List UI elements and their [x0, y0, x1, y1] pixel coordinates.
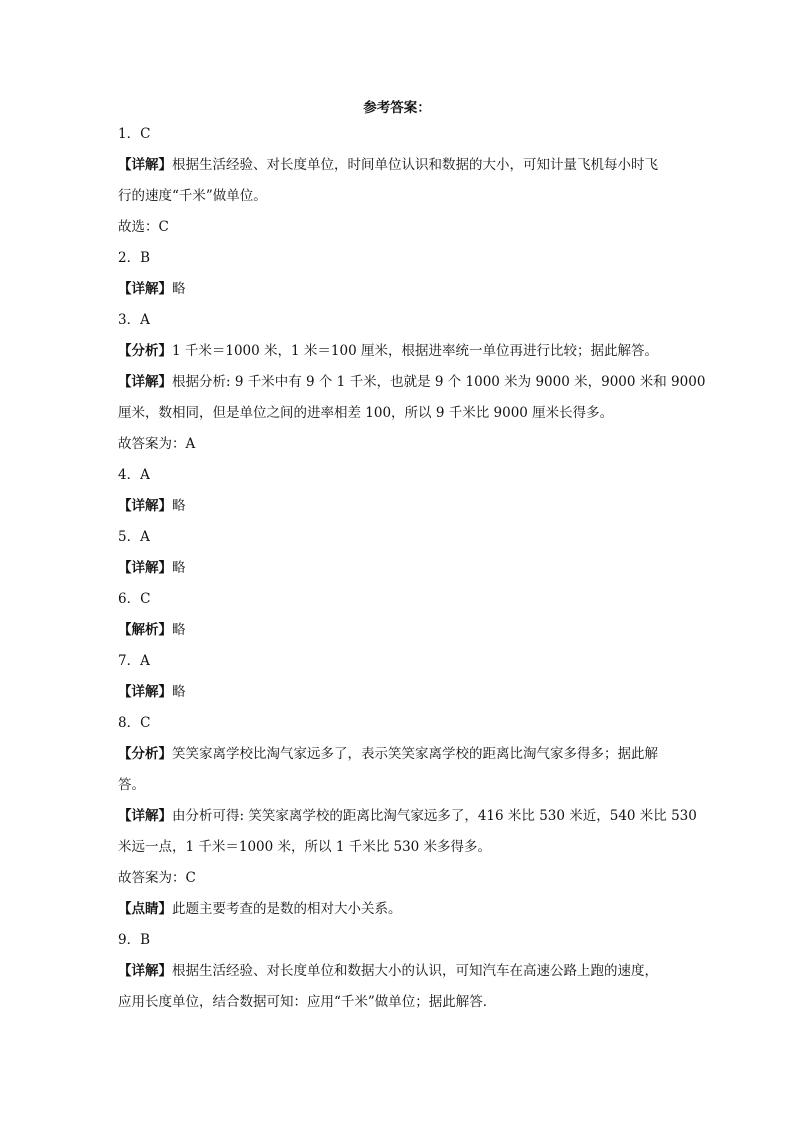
answer-text: 故选：C [118, 219, 169, 235]
answer-text: 根据生活经验、对长度单位，时间单位认识和数据的大小，可知计量飞机每小时飞 [172, 157, 658, 173]
answer-text: 由分析可得: 笑笑家离学校的距离比淘气家远多了，416 米比 530 米近，540 米比 530 [172, 808, 697, 824]
answer-line [118, 651, 678, 671]
answer-line [118, 961, 678, 981]
answer-line [118, 744, 678, 764]
page-title: 参考答案： [363, 100, 431, 116]
answer-text: 5．A [118, 529, 150, 545]
answer-text: 2．B [118, 250, 151, 266]
answer-text: 厘米，数相同，但是单位之间的进率相差 100，所以 9 千米比 9000 厘米长得多。 [118, 405, 614, 421]
answer-line [118, 837, 678, 857]
answer-text: 8．C [118, 715, 151, 731]
answer-line [118, 465, 678, 485]
answer-tag: 【详解】 [118, 157, 172, 173]
answer-line [118, 496, 678, 516]
answer-line [118, 527, 678, 547]
answer-text: 7．A [118, 653, 150, 669]
answer-line [118, 775, 678, 795]
answer-text: 3．A [118, 312, 150, 328]
answer-line [118, 434, 678, 454]
answer-line [118, 248, 678, 268]
answer-text: 1 千米＝1000 米，1 米＝100 厘米，根据进率统一单位再进行比较；据此解答。 [172, 343, 658, 359]
answer-line [118, 713, 678, 733]
answer-line [118, 620, 678, 640]
answer-text: 此题主要考查的是数的相对大小关系。 [172, 901, 402, 917]
answer-text: 根据分析: 9 千米中有 9 个 1 千米，也就是 9 个 1000 米为 9000 米，9000 米和 9000 [172, 374, 706, 390]
answer-line [118, 992, 678, 1012]
answer-tag: 【详解】 [118, 281, 172, 297]
answer-text: 应用长度单位，结合数据可知：应用“千米”做单位；据此解答． [118, 994, 497, 1010]
answer-tag: 【分析】 [118, 746, 172, 762]
answer-line [118, 279, 678, 299]
answer-text: 略 [172, 560, 186, 576]
answer-line [118, 403, 678, 423]
answer-text: 故答案为：C [118, 870, 196, 886]
answer-text: 答。 [118, 777, 145, 793]
answer-line [118, 341, 678, 361]
answer-line [118, 589, 678, 609]
answer-line [118, 124, 678, 144]
answer-text: 略 [172, 498, 186, 514]
answer-line [118, 310, 678, 330]
answer-text: 9．B [118, 932, 151, 948]
answer-text: 故答案为：A [118, 436, 196, 452]
answer-tag: 【详解】 [118, 684, 172, 700]
answer-text: 略 [172, 684, 186, 700]
answer-text: 4．A [118, 467, 150, 483]
answer-line [118, 899, 678, 919]
answer-line [118, 217, 678, 237]
answer-line [118, 558, 678, 578]
answer-text: 行的速度“千米”做单位。 [118, 188, 267, 204]
answer-tag: 【详解】 [118, 560, 172, 576]
answer-text: 略 [172, 281, 186, 297]
answer-tag: 【详解】 [118, 498, 172, 514]
answer-line [118, 155, 678, 175]
answer-tag: 【详解】 [118, 374, 172, 390]
answer-line [118, 806, 697, 826]
answer-text: 6．C [118, 591, 151, 607]
answer-text: 米远一点，1 千米＝1000 米，所以 1 千米比 530 米多得多。 [118, 839, 492, 855]
answer-line [118, 372, 706, 392]
answer-tag: 【点睛】 [118, 901, 172, 917]
answer-text: 1．C [118, 126, 151, 142]
answer-text: 笑笑家离学校比淘气家远多了，表示笑笑家离学校的距离比淘气家多得多；据此解 [172, 746, 658, 762]
answer-tag: 【分析】 [118, 343, 172, 359]
answer-line [118, 868, 678, 888]
answer-line [118, 682, 678, 702]
answer-tag: 【解析】 [118, 622, 172, 638]
answer-line [118, 186, 678, 206]
answer-text: 根据生活经验、对长度单位和数据大小的认识，可知汽车在高速公路上跑的速度， [172, 963, 658, 979]
answer-text: 略 [172, 622, 186, 638]
answer-tag: 【详解】 [118, 808, 172, 824]
answer-tag: 【详解】 [118, 963, 172, 979]
answer-line [118, 930, 678, 950]
